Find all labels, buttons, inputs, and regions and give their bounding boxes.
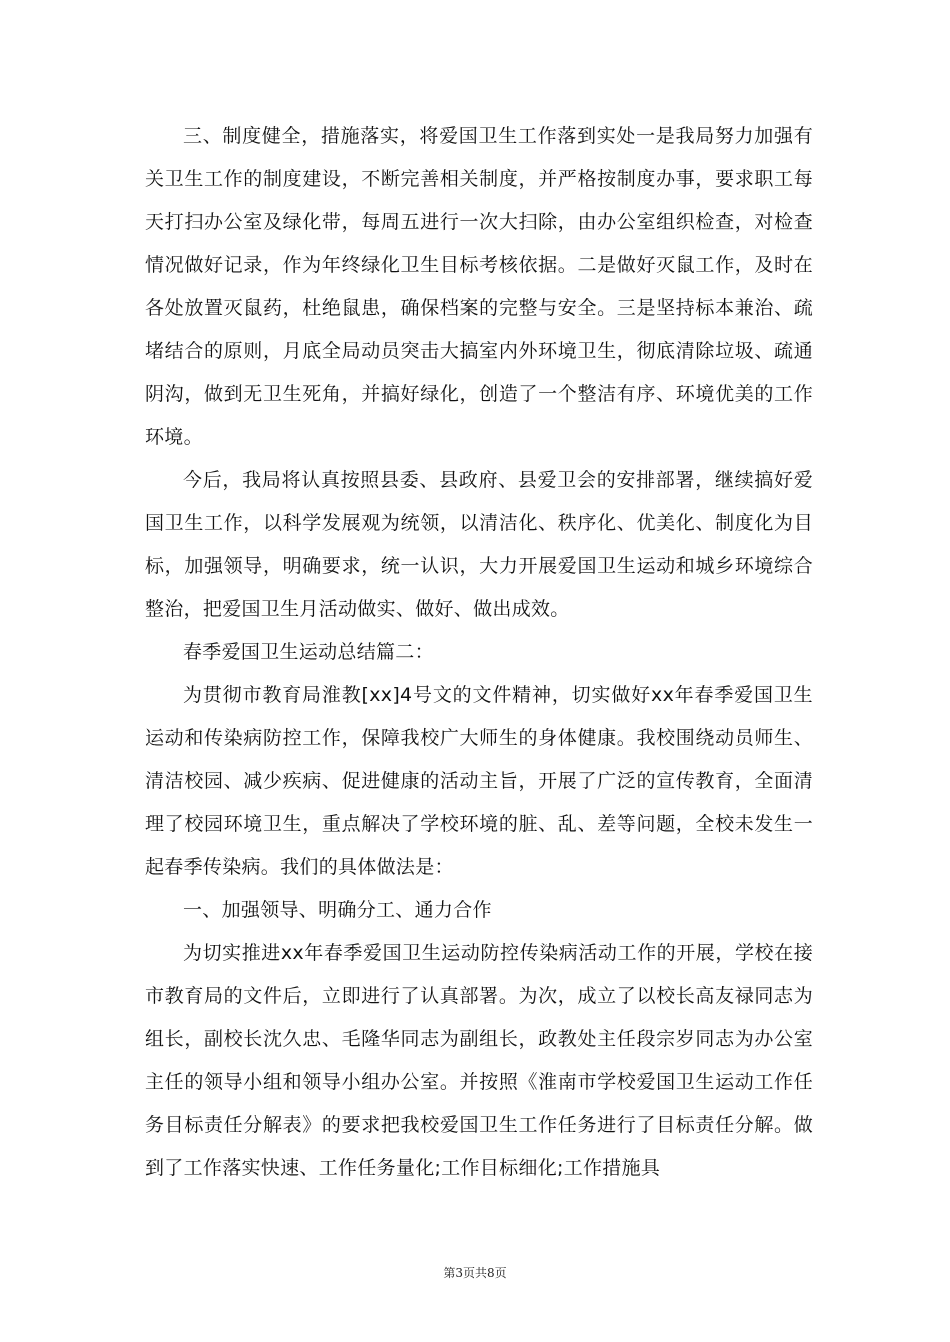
paragraph-school-overview: 为贯彻市教育局淮教[xx]4号文的文件精神，切实做好xx年春季爱国卫生运动和传染病防控工作，保障我校广大师生的身体健康。我校围绕动员师生、清洁校园、减少疾病、促进健康的活动主旨，开展了广泛的宣传教育，全面清理了校园环境卫生，重点解决了学校环境的脏、乱、差等问题，全校未发生一起春季传染病。我们的具体做法是： <box>145 684 813 878</box>
paragraph-system-measures: 三、制度健全，措施落实，将爱国卫生工作落到实处一是我局努力加强有关卫生工作的制度建设，不断完善相关制度，并严格按制度办事，要求职工每天打扫办公室及绿化带，每周五进行一次大扫除，由办公室组织检查，对检查情况做好记录，作为年终绿化卫生目标考核依据。二是做好灭鼠工作，及时在各处放置灭鼠药，杜绝鼠患，确保档案的完整与安全。三是坚持标本兼治、疏堵结合的原则，月底全局动员突击大搞室内外环境卫生，彻底清除垃圾、疏通阴沟，做到无卫生死角，并搞好绿化，创造了一个整洁有序、环境优美的工作环境。 <box>145 125 813 448</box>
document-body <box>145 115 813 1190</box>
paragraph-leadership-detail: 为切实推进xx年春季爱国卫生运动防控传染病活动工作的开展，学校在接市教育局的文件后，立即进行了认真部署。为次，成立了以校长高友禄同志为组长，副校长沈久忠、毛隆华同志为副组长，政教处主任段宗岁同志为办公室主任的领导小组和领导小组办公室。并按照《淮南市学校爱国卫生运动工作任务目标责任分解表》的要求把我校爱国卫生工作任务进行了目标责任分解。做到了工作落实快速、工作任务量化;工作目标细化;工作措施具 <box>145 942 813 1179</box>
page-number-footer: 第3页共8页 <box>443 1266 507 1280</box>
subheading-leadership: 一、加强领导、明确分工、通力合作 <box>183 899 492 921</box>
section-title-part-two: 春季爱国卫生运动总结篇二： <box>183 641 434 663</box>
paragraph-future-plan: 今后，我局将认真按照县委、县政府、县爱卫会的安排部署，继续搞好爱国卫生工作，以科学发展观为统领，以清洁化、秩序化、优美化、制度化为目标，加强领导，明确要求，统一认识，大力开展爱国卫生运动和城乡环境综合整治，把爱国卫生月活动做实、做好、做出成效。 <box>145 469 813 620</box>
